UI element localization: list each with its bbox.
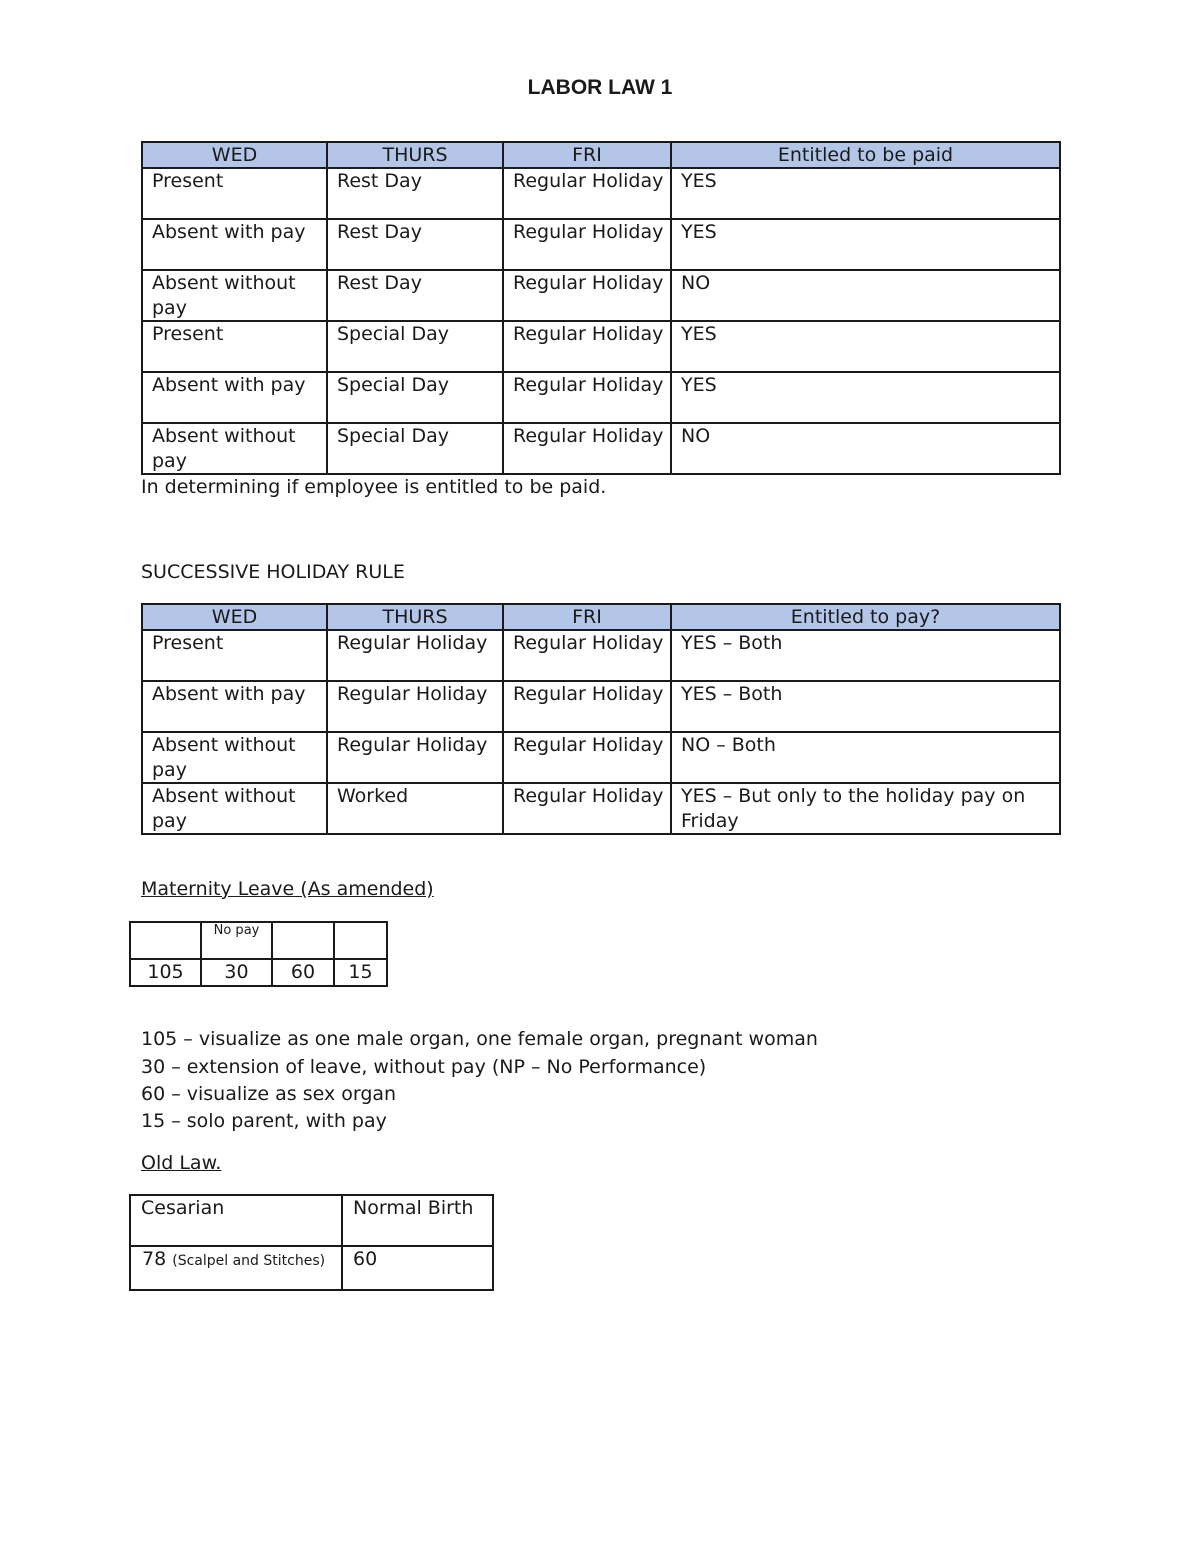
- table-row: [142, 423, 1060, 474]
- table-cell: 30: [201, 959, 272, 986]
- table-row: [130, 922, 387, 959]
- column-header: FRI: [503, 142, 671, 168]
- list-item: 30 – extension of leave, without pay (NP – No Performance): [141, 1056, 707, 1078]
- old-law-heading: Old Law.: [141, 1152, 222, 1174]
- table-row: [142, 630, 1060, 681]
- cesarian-days: 78: [142, 1248, 167, 1270]
- maternity-leave-table: [129, 921, 388, 987]
- table-cell: Present: [142, 321, 327, 372]
- list-item: 105 – visualize as one male organ, one female organ, pregnant woman: [141, 1028, 818, 1050]
- table-cell: Regular Holiday: [503, 630, 671, 681]
- table-row: [142, 168, 1060, 219]
- table-cell: Regular Holiday: [503, 321, 671, 372]
- table-header-row: [142, 604, 1060, 630]
- table-cell: 60: [342, 1246, 493, 1290]
- table-row: [130, 959, 387, 986]
- successive-holiday-table: [141, 603, 1061, 835]
- table-cell: Regular Holiday: [503, 423, 671, 474]
- table-cell: Regular Holiday: [503, 168, 671, 219]
- column-header: Entitled to be paid: [671, 142, 1060, 168]
- table-cell: Regular Holiday: [503, 270, 671, 321]
- list-item: 15 – solo parent, with pay: [141, 1110, 387, 1132]
- table-cell: Regular Holiday: [503, 732, 671, 783]
- list-item: 60 – visualize as sex organ: [141, 1083, 397, 1105]
- column-header: FRI: [503, 604, 671, 630]
- table-cell: Regular Holiday: [503, 219, 671, 270]
- table-cell: NO – Both: [671, 732, 1060, 783]
- cesarian-note: (Scalpel and Stitches): [172, 1253, 326, 1269]
- table-row: [142, 732, 1060, 783]
- table-cell: Special Day: [327, 423, 503, 474]
- table-cell: Special Day: [327, 321, 503, 372]
- old-law-table: [129, 1194, 494, 1291]
- table-cell: Regular Holiday: [503, 783, 671, 834]
- table-cell: Worked: [327, 783, 503, 834]
- column-header: THURS: [327, 142, 503, 168]
- table-cell: Regular Holiday: [327, 681, 503, 732]
- table-cell: Absent with pay: [142, 681, 327, 732]
- table-cell: Rest Day: [327, 219, 503, 270]
- table-row: [142, 270, 1060, 321]
- table-cell: Absent without pay: [142, 732, 327, 783]
- table-cell: Regular Holiday: [327, 732, 503, 783]
- table-cell: Rest Day: [327, 168, 503, 219]
- column-header: Entitled to pay?: [671, 604, 1060, 630]
- table-cell: [130, 1246, 342, 1290]
- table-cell: Regular Holiday: [503, 681, 671, 732]
- column-header: WED: [142, 142, 327, 168]
- table-cell: Absent with pay: [142, 372, 327, 423]
- table-cell: Cesarian: [130, 1195, 342, 1246]
- table-row: [142, 219, 1060, 270]
- table-cell: NO: [671, 270, 1060, 321]
- successive-holiday-heading: SUCCESSIVE HOLIDAY RULE: [141, 561, 405, 583]
- table-cell: YES: [671, 321, 1060, 372]
- table-row: [130, 1246, 493, 1290]
- table-cell: YES – But only to the holiday pay on Friday: [671, 783, 1060, 834]
- table-cell: [334, 922, 387, 959]
- no-pay-label: No pay: [201, 922, 272, 959]
- table-row: [142, 681, 1060, 732]
- table-cell: Absent with pay: [142, 219, 327, 270]
- table-cell: YES: [671, 219, 1060, 270]
- table-cell: 105: [130, 959, 201, 986]
- entitlement-table: [141, 141, 1061, 475]
- table-cell: Absent without pay: [142, 423, 327, 474]
- table-cell: [130, 922, 201, 959]
- table-header-row: [142, 142, 1060, 168]
- table-cell: Special Day: [327, 372, 503, 423]
- table-row: [142, 321, 1060, 372]
- table-cell: YES – Both: [671, 681, 1060, 732]
- column-header: THURS: [327, 604, 503, 630]
- document-title: LABOR LAW 1: [527, 76, 673, 99]
- table-cell: YES – Both: [671, 630, 1060, 681]
- table-cell: [272, 922, 334, 959]
- table-cell: NO: [671, 423, 1060, 474]
- table-cell: YES: [671, 372, 1060, 423]
- entitlement-note: In determining if employee is entitled to be paid.: [141, 476, 607, 498]
- table-cell: Absent without pay: [142, 783, 327, 834]
- table-row: [142, 783, 1060, 834]
- table-cell: Normal Birth: [342, 1195, 493, 1246]
- table-row: [130, 1195, 493, 1246]
- table-cell: Present: [142, 630, 327, 681]
- table-cell: 60: [272, 959, 334, 986]
- table-cell: YES: [671, 168, 1060, 219]
- table-cell: Rest Day: [327, 270, 503, 321]
- table-cell: Present: [142, 168, 327, 219]
- table-cell: Absent without pay: [142, 270, 327, 321]
- table-cell: 15: [334, 959, 387, 986]
- table-cell: Regular Holiday: [503, 372, 671, 423]
- table-row: [142, 372, 1060, 423]
- table-cell: Regular Holiday: [327, 630, 503, 681]
- maternity-leave-heading: Maternity Leave (As amended): [141, 878, 434, 900]
- column-header: WED: [142, 604, 327, 630]
